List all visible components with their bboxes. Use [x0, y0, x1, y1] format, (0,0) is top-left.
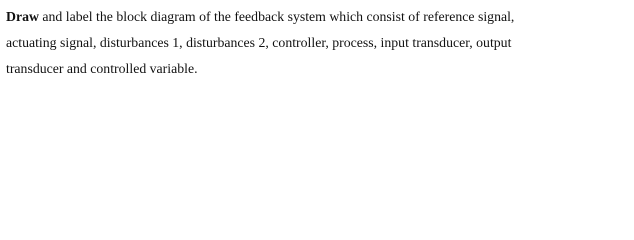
question-line-2: actuating signal, disturbances 1, disturbances 2, controller, process, input transducer, output — [6, 35, 512, 50]
question-line-1 — [6, 4, 626, 30]
question-text — [6, 4, 626, 82]
question-line-1-text: and label the block diagram of the feedback system which consist of reference signal, — [38, 9, 515, 24]
question-bold-word: Draw — [6, 9, 39, 24]
question-line-3: transducer and controlled variable. — [6, 61, 198, 76]
